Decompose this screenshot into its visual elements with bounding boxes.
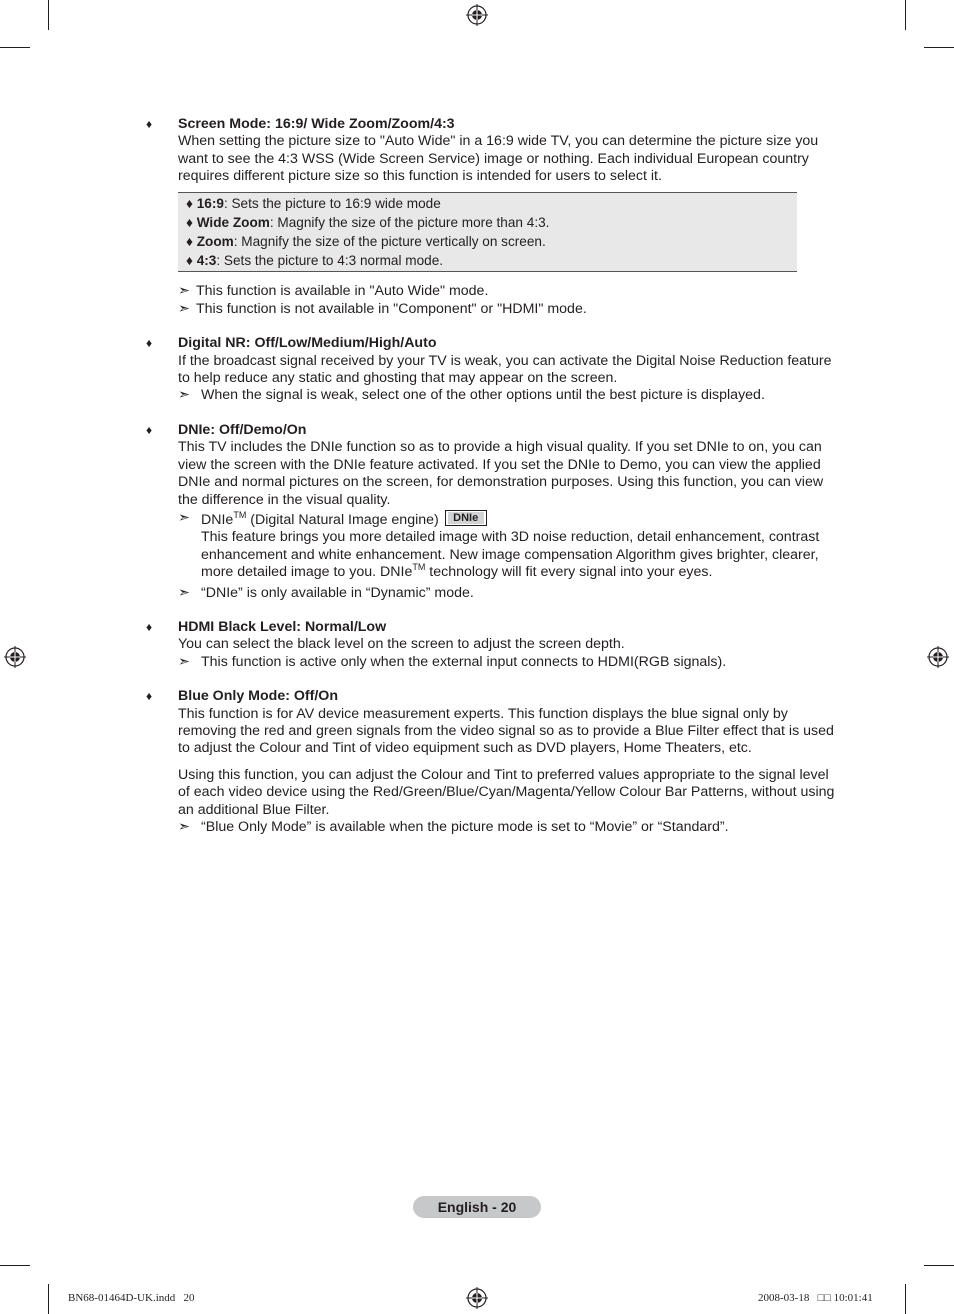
crop-mark-top-right-h xyxy=(924,47,954,48)
section-blue-only-mode xyxy=(146,688,838,836)
option-desc: : Magnify the size of the picture more than 4:3. xyxy=(269,214,550,230)
trademark: TM xyxy=(233,509,247,520)
note-arrow-icon: ➣ xyxy=(178,509,190,526)
section-heading: HDMI Black Level: Normal/Low xyxy=(178,618,387,635)
note xyxy=(178,819,838,836)
dnie-logo-text: DNIe xyxy=(448,512,484,524)
note-arrow-icon: ➣ xyxy=(178,300,190,317)
dnie-engine: (Digital Natural Image engine) xyxy=(246,511,443,528)
bullet-icon: ♦ xyxy=(186,214,193,230)
registration-mark-icon xyxy=(927,646,949,668)
bullet-icon: ♦ xyxy=(146,619,153,634)
section-paragraph: This function is for AV device measurement experts. This function displays the blue signal only by removing the red and green signals from the video signal so as to provide a Blue Filter effect that is used to adjust the Colour and Tint of video equipment such as DVD players, Home Theaters, etc. xyxy=(178,705,834,757)
option-item xyxy=(186,251,797,270)
note xyxy=(178,387,838,404)
page-number-label: English - 20 xyxy=(413,1196,541,1218)
bullet-icon: ♦ xyxy=(186,253,193,269)
note-text: This function is active only when the external input connects to HDMI(RGB signals). xyxy=(201,653,727,670)
option-desc: : Magnify the size of the picture vertically on screen. xyxy=(233,234,546,250)
dnie-logo-icon xyxy=(445,510,487,526)
note-arrow-icon: ➣ xyxy=(178,387,190,404)
section-digital-nr xyxy=(146,335,838,405)
bullet-icon: ♦ xyxy=(146,689,153,704)
option-item xyxy=(186,213,797,232)
section-heading: Digital NR: Off/Low/Medium/High/Auto xyxy=(178,335,437,352)
crop-mark-top-right-v xyxy=(905,0,906,30)
section-screen-mode xyxy=(146,116,838,318)
note xyxy=(178,510,838,582)
crop-mark-bottom-right-v xyxy=(905,1284,906,1314)
option-desc: : Sets the picture to 4:3 normal mode. xyxy=(216,253,444,269)
note xyxy=(178,654,838,671)
option-name: Zoom xyxy=(196,234,234,250)
section-hdmi-black-level xyxy=(146,619,838,671)
note-text: This function is available in "Auto Wide" mode. xyxy=(196,283,489,300)
bullet-icon: ♦ xyxy=(186,195,193,211)
note xyxy=(178,585,838,602)
section-paragraph: If the broadcast signal received by your TV is weak, you can activate the Digital Noise Reduction feature to help reduce any static and ghosting that may appear on the screen. xyxy=(178,352,832,387)
option-name: Wide Zoom xyxy=(196,214,270,230)
note-arrow-icon: ➣ xyxy=(178,819,190,835)
note-text: This function is not available in "Component" or "HDMI" mode. xyxy=(196,300,587,317)
bullet-icon: ♦ xyxy=(186,234,193,250)
bullet-icon: ♦ xyxy=(146,336,153,351)
option-item xyxy=(186,232,797,251)
section-paragraph: When setting the picture size to "Auto Wide" in a 16:9 wide TV, you can determine the picture size you want to see the 4:3 WSS (Wide Screen Service) image or nothing. Each individual European country requires different picture size so this function is intended for users to select it. xyxy=(178,133,819,185)
dnie-note-title xyxy=(201,510,838,529)
registration-mark-icon xyxy=(4,646,26,668)
option-desc: : Sets the picture to 16:9 wide mode xyxy=(223,195,441,211)
dnie-text: This feature brings you more detailed image with 3D noise reduction, detail enhancement, contrast enhancement and white enhancement. New image compensation Algorithm gives brighter, clearer, more detailed image to you. DNIe xyxy=(201,529,820,581)
note xyxy=(178,283,838,300)
section-paragraph: Using this function, you can adjust the Colour and Tint to preferred values appropriate to the signal level of each video device using the Red/Green/Blue/Cyan/Magenta/Yellow Colour Bar Patterns, without using an additional Blue Filter. xyxy=(178,766,835,818)
section-heading: Screen Mode: 16:9/ Wide Zoom/Zoom/4:3 xyxy=(178,116,455,132)
crop-mark-bottom-left-v xyxy=(48,1284,49,1314)
option-name: 4:3 xyxy=(196,253,217,269)
section-paragraph: You can select the black level on the screen to adjust the screen depth. xyxy=(178,636,625,653)
section-paragraph: This TV includes the DNIe function so as to provide a high visual quality. If you set DNIe to on, you can view the screen with the DNIe feature activated. If you set the DNIe to Demo, you can view the applied DNIe and normal pictures on the screen, for demonstration purposes. Using this function, you can view the difference in the visual quality. xyxy=(178,439,824,508)
note-arrow-icon: ➣ xyxy=(178,584,190,601)
note-text: When the signal is weak, select one of the other options until the best picture is displayed. xyxy=(201,387,765,404)
bullet-icon: ♦ xyxy=(146,422,153,437)
section-dnie xyxy=(146,422,838,602)
option-name: 16:9 xyxy=(196,195,224,211)
registration-mark-icon xyxy=(466,4,488,26)
crop-mark-bottom-left-h xyxy=(0,1265,30,1266)
slug-left: BN68-01464D-UK.indd 20 xyxy=(68,1292,195,1304)
dnie-text: technology will fit every signal into your eyes. xyxy=(425,564,713,581)
options-box xyxy=(178,192,797,273)
page-content xyxy=(146,116,838,853)
note-text: “DNIe” is only available in “Dynamic” mode. xyxy=(201,584,474,601)
note-arrow-icon: ➣ xyxy=(178,653,190,670)
bullet-icon: ♦ xyxy=(146,117,153,131)
crop-mark-bottom-right-h xyxy=(924,1265,954,1266)
trademark: TM xyxy=(412,562,426,573)
crop-mark-top-left-h xyxy=(0,47,30,48)
note xyxy=(178,301,838,318)
section-heading: Blue Only Mode: Off/On xyxy=(178,688,338,705)
section-heading: DNIe: Off/Demo/On xyxy=(178,421,307,438)
note-arrow-icon: ➣ xyxy=(178,283,190,300)
note-text: “Blue Only Mode” is available when the picture mode is set to “Movie” or “Standard”. xyxy=(201,819,729,835)
dnie-name: DNIe xyxy=(201,511,234,528)
dnie-note-body xyxy=(201,529,841,581)
slug-right: 2008-03-18 □□ 10:01:41 xyxy=(758,1292,873,1304)
registration-mark-icon xyxy=(466,1287,488,1309)
option-item xyxy=(186,194,797,213)
crop-mark-top-left-v xyxy=(48,0,49,30)
